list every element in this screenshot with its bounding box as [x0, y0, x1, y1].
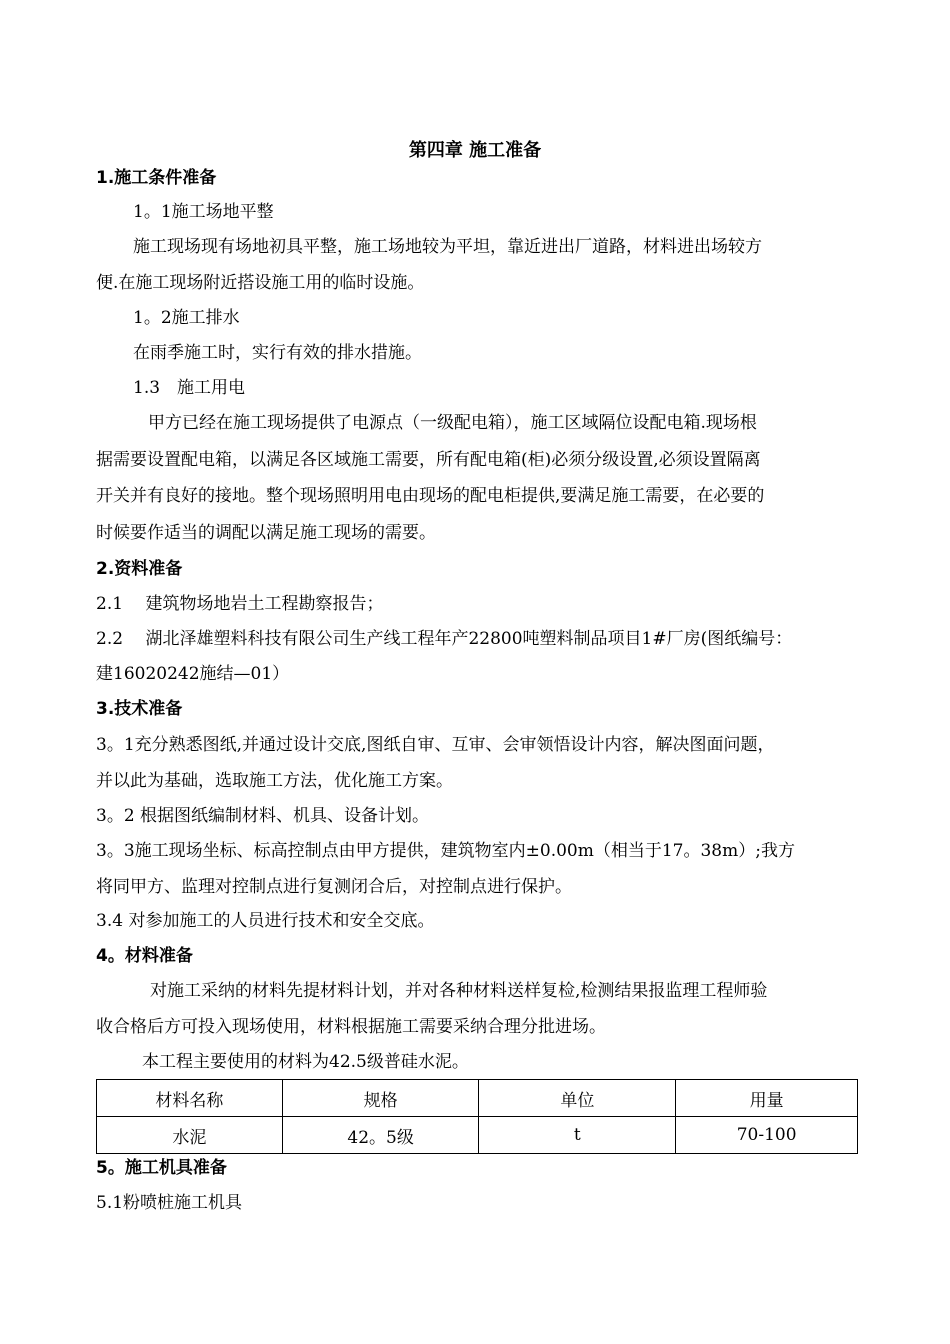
table-cell: 水泥	[97, 1117, 283, 1154]
section-heading-5: 5。施工机具准备	[96, 1158, 227, 1178]
section-heading-3: 3.技术准备	[96, 699, 183, 719]
list-item: 3。3施工现场坐标、标高控制点由甲方提供，建筑物室内±0.00m（相当于17。38m）;我方	[96, 841, 795, 861]
subheading-1-1: 1。1施工场地平整	[133, 202, 274, 222]
paragraph-line: 开关并有良好的接地。整个现场照明用电由现场的配电柜提供,要满足施工需要，在必要的	[96, 486, 765, 506]
list-item: 5.1粉喷桩施工机具	[96, 1193, 243, 1213]
table-cell: 70-100	[676, 1117, 858, 1154]
paragraph-line: 建16020242施结—01）	[96, 664, 290, 684]
list-item: 3。1充分熟悉图纸,并通过设计交底,图纸自审、互审、会审领悟设计内容，解决图面问题，	[96, 735, 775, 755]
paragraph-line: 据需要设置配电箱，以满足各区域施工需要，所有配电箱(柜)必须分级设置,必须设置隔离	[96, 450, 761, 470]
table-cell: t	[479, 1117, 676, 1154]
table-header-cell: 用量	[676, 1080, 858, 1117]
paragraph-line: 将同甲方、监理对控制点进行复测闭合后，对控制点进行保护。	[96, 877, 572, 897]
paragraph-line: 并以此为基础，选取施工方法，优化施工方案。	[96, 771, 453, 791]
chapter-title: 第四章 施工准备	[408, 140, 542, 161]
table-header-cell: 规格	[282, 1080, 479, 1117]
section-heading-1: 1.施工条件准备	[96, 168, 217, 188]
paragraph-line: 施工现场现有场地初具平整，施工场地较为平坦，靠近进出厂道路，材料进出场较方	[133, 237, 762, 257]
list-item: 2.2 湖北泽雄塑料科技有限公司生产线工程年产22800吨塑料制品项目1#厂房(图纸编号：	[96, 629, 793, 649]
paragraph-line: 本工程主要使用的材料为42.5级普硅水泥。	[142, 1052, 469, 1072]
paragraph-line: 时候要作适当的调配以满足施工现场的需要。	[96, 523, 436, 543]
section-heading-2: 2.资料准备	[96, 559, 183, 579]
subheading-1-3: 1.3 施工用电	[133, 378, 246, 398]
table-row	[97, 1117, 858, 1154]
paragraph-line: 甲方已经在施工现场提供了电源点（一级配电箱），施工区域隔位设配电箱.现场根	[148, 413, 757, 433]
list-item: 3。2 根据图纸编制材料、机具、设备计划。	[96, 806, 430, 826]
materials-table	[96, 1079, 858, 1154]
table-header-cell: 单位	[479, 1080, 676, 1117]
paragraph-line: 收合格后方可投入现场使用，材料根据施工需要采纳合理分批进场。	[96, 1017, 606, 1037]
table-header-row	[97, 1080, 858, 1117]
subheading-1-2: 1。2施工排水	[133, 308, 240, 328]
section-heading-4: 4。材料准备	[96, 946, 193, 966]
paragraph-line: 对施工采纳的材料先提材料计划，并对各种材料送样复检,检测结果报监理工程师验	[150, 981, 768, 1001]
paragraph-line: 在雨季施工时，实行有效的排水措施。	[133, 343, 422, 363]
table-cell: 42。5级	[282, 1117, 479, 1154]
table-header-cell: 材料名称	[97, 1080, 283, 1117]
paragraph-line: 便.在施工现场附近搭设施工用的临时设施。	[96, 273, 425, 293]
list-item: 3.4 对参加施工的人员进行技术和安全交底。	[96, 911, 435, 931]
list-item: 2.1 建筑物场地岩土工程勘察报告；	[96, 594, 384, 614]
